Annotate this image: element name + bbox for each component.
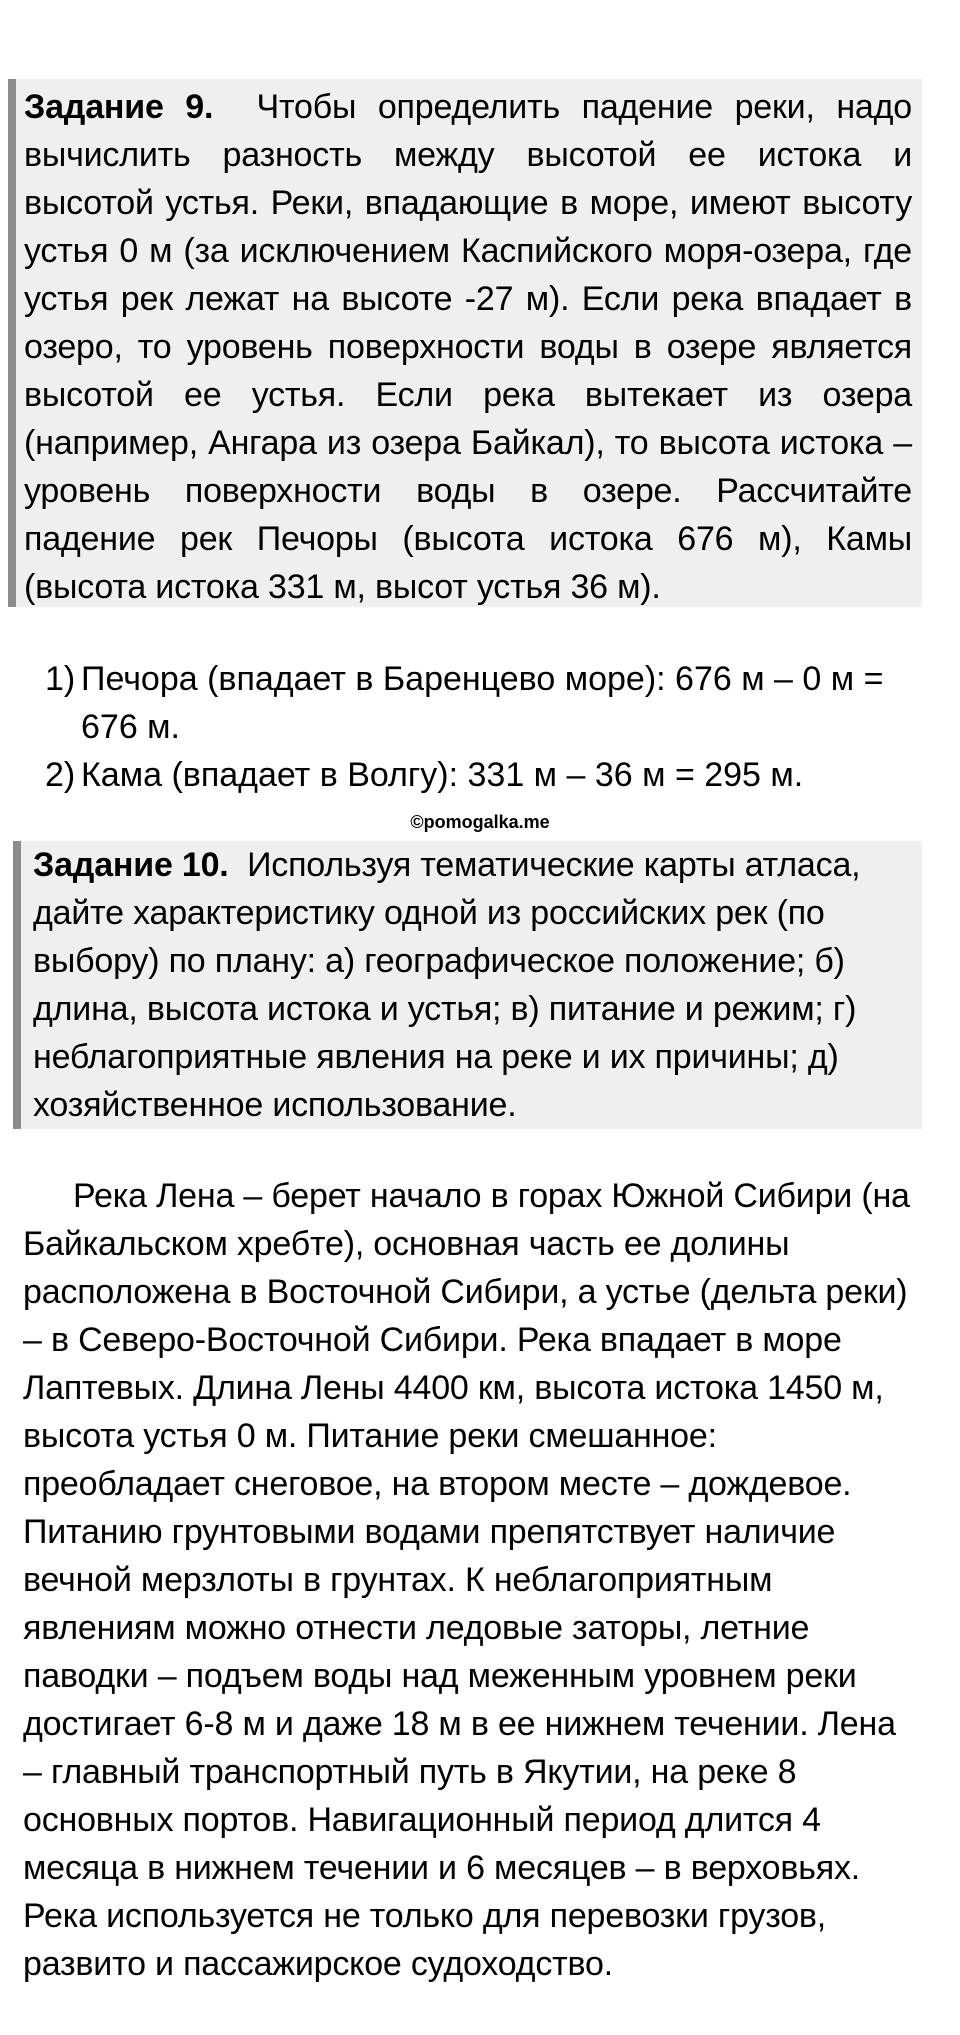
list-item-text: Кама (впадает в Волгу): 331 м – 36 м = 295 м. <box>81 756 804 794</box>
task-10-box <box>13 841 922 1129</box>
task-9-text <box>24 83 912 611</box>
task-10-text <box>33 841 912 1129</box>
task-9-body: Чтобы определить падение реки, надо вычислить разность между высотой ее истока и высотой устья. Реки, впадающие в море, имеют высоту устья 0 м (за исключением Каспийского моря-озера, где устья рек лежат на высоте -27 м). Если река впадает в озеро, то уровень поверхности воды в озере является высотой ее устья. Если река вытекает из озера (например, Ангара из озера Байкал), то высота истока – уровень поверхности воды в озере. Рассчитайте падение рек Печоры (высота истока 676 м), Камы (высота истока 331 м, высот устья 36 м). <box>24 88 912 606</box>
task-9-label: Задание 9. <box>24 88 214 126</box>
task-10-label: Задание 10. <box>33 846 229 884</box>
watermark: ©pomogalka.me <box>410 812 550 832</box>
list-item-text: Печора (впадает в Баренцево море): 676 м – 0 м = 676 м. <box>81 660 884 746</box>
answer-essay: Река Лена – берет начало в горах Южной Сибири (на Байкальском хребте), основная часть ее долины расположена в Восточной Сибири, а устье (дельта реки) – в Северо-Восточной Сибири. Река впадает в море Лаптевых. Длина Лены 4400 км, высота истока 1450 м, высота устья 0 м. Питание реки смешанное: преобладает снеговое, на втором месте – дождевое. Питанию грунтовыми водами препятствует наличие вечной мерзлоты в грунтах. К неблагоприятным явлениям можно отнести ледовые заторы, летние паводки – подъем воды над меженным уровнем реки достигает 6-8 м и даже 18 м в ее нижнем течении. Лена – главный транспортный путь в Якутии, на реке 8 основных портов. Навигационный период длится 4 месяца в нижнем течении и 6 месяцев – в верховьях. Река используется не только для перевозки грузов, развито и пассажирское судоходство. <box>23 1177 910 1983</box>
answer-list <box>45 655 925 799</box>
task-9-box <box>8 79 922 607</box>
list-item-number: 2) <box>45 756 76 794</box>
list-item-number: 1) <box>45 660 76 698</box>
list-item <box>45 751 925 799</box>
task-10-body: Используя тематические карты атласа, дайте характеристику одной из российских рек (по выбору) по плану: а) географическое положение; б) длина, высота истока и устья; в) питание и режим; г) неблагоприятные явления на реке и их причины; д) хозяйственное использование. <box>33 846 861 1124</box>
list-item <box>45 655 925 751</box>
